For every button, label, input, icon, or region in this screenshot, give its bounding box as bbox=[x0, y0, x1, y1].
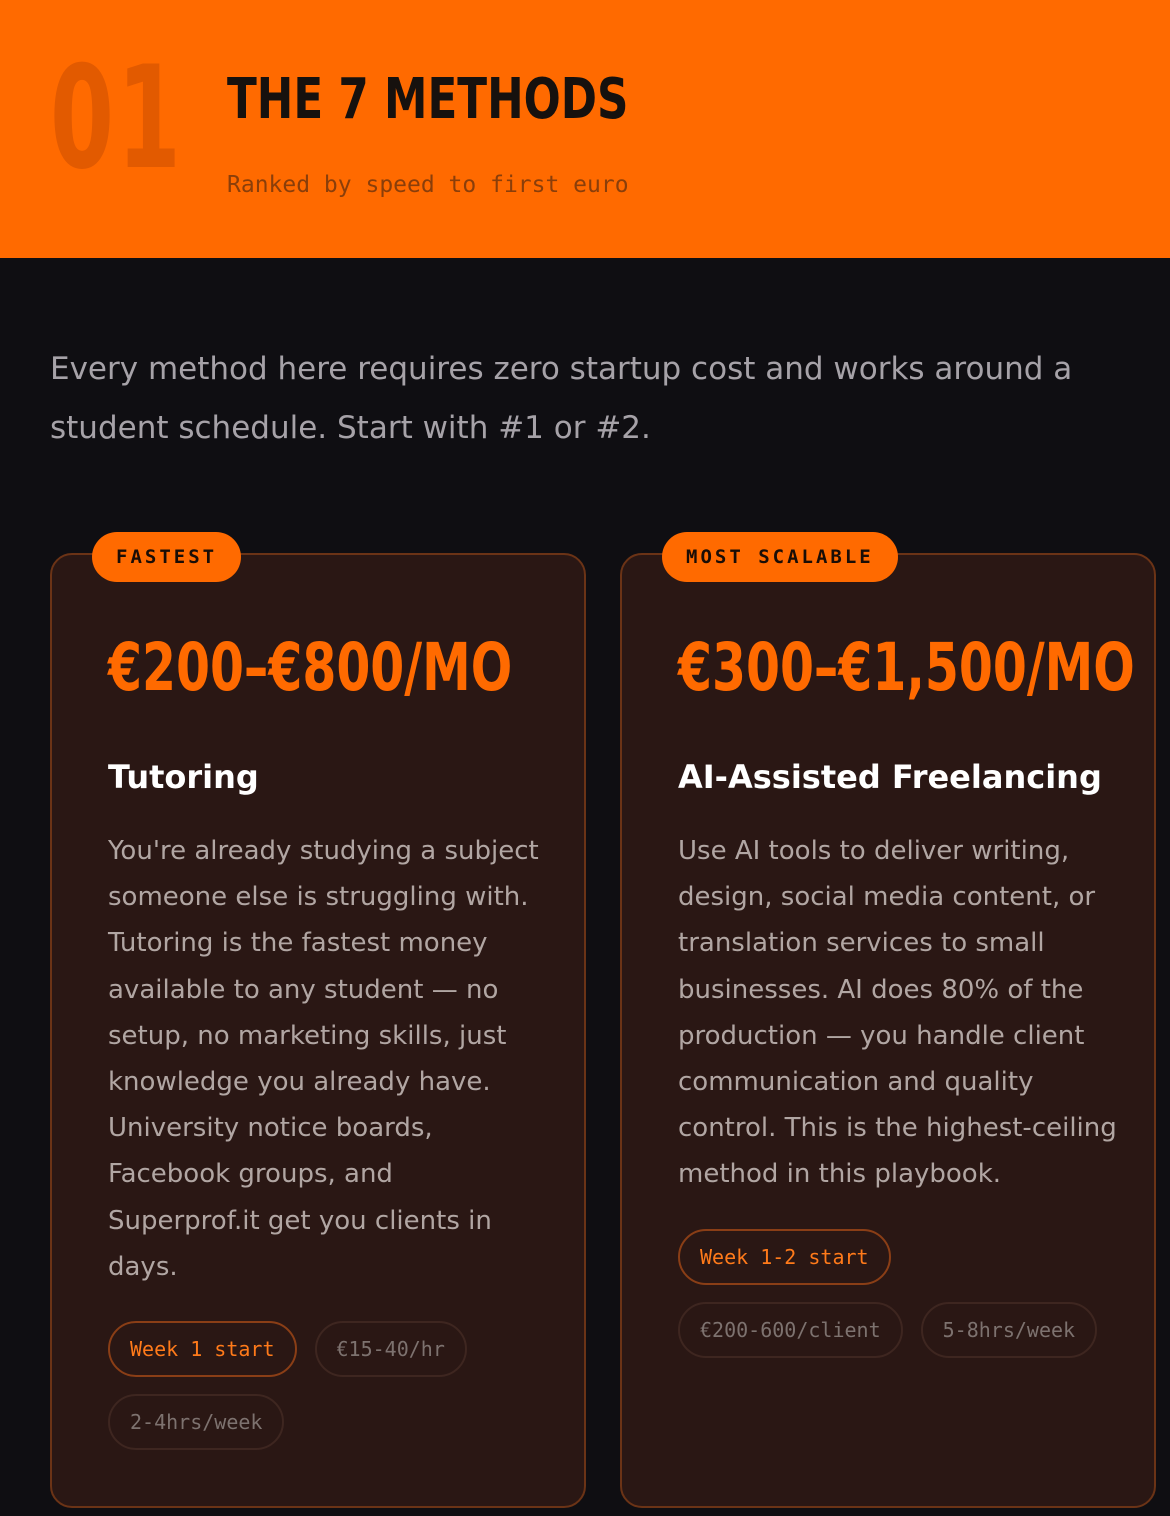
intro-text: Every method here requires zero startup cost and works around a student schedule. Start with #1 or #2. bbox=[50, 351, 1073, 446]
method-card-ai-freelancing bbox=[620, 546, 1156, 1508]
card-badge: FASTEST bbox=[92, 532, 241, 582]
tag-start-time: Week 1 start bbox=[108, 1321, 297, 1377]
tag-hours: 2-4hrs/week bbox=[108, 1394, 284, 1450]
card-tags bbox=[678, 1229, 1118, 1358]
tag-start-time: Week 1-2 start bbox=[678, 1229, 891, 1285]
card-description: You're already studying a subject someone else is struggling with. Tutoring is the fastest money available to any student — no setup, no marketing skills, just knowledge you already have. University notice boards, Facebook groups, and Superprof.it get you clients in days. bbox=[108, 836, 539, 1282]
card-tags bbox=[108, 1321, 548, 1450]
section-subtitle: Ranked by speed to first euro bbox=[227, 172, 629, 198]
section-number: 01 bbox=[50, 36, 184, 201]
card-badge: MOST SCALABLE bbox=[662, 532, 898, 582]
section-title: THE 7 METHODS bbox=[227, 67, 629, 132]
section-header bbox=[0, 0, 1170, 258]
card-price: €300–€1,500/MO bbox=[678, 629, 1135, 706]
card-title: Tutoring bbox=[108, 758, 259, 796]
tag-rate: €200-600/client bbox=[678, 1302, 903, 1358]
method-card-tutoring bbox=[50, 546, 586, 1508]
card-title: AI-Assisted Freelancing bbox=[678, 758, 1102, 796]
card-description: Use AI tools to deliver writing, design, social media content, or translation services to small businesses. AI does 80% of the production — you handle client communication and quality control. This is the highest-ceiling method in this playbook. bbox=[678, 836, 1117, 1190]
card-price: €200–€800/MO bbox=[108, 629, 513, 706]
tag-hours: 5-8hrs/week bbox=[921, 1302, 1097, 1358]
tag-rate: €15-40/hr bbox=[315, 1321, 467, 1377]
